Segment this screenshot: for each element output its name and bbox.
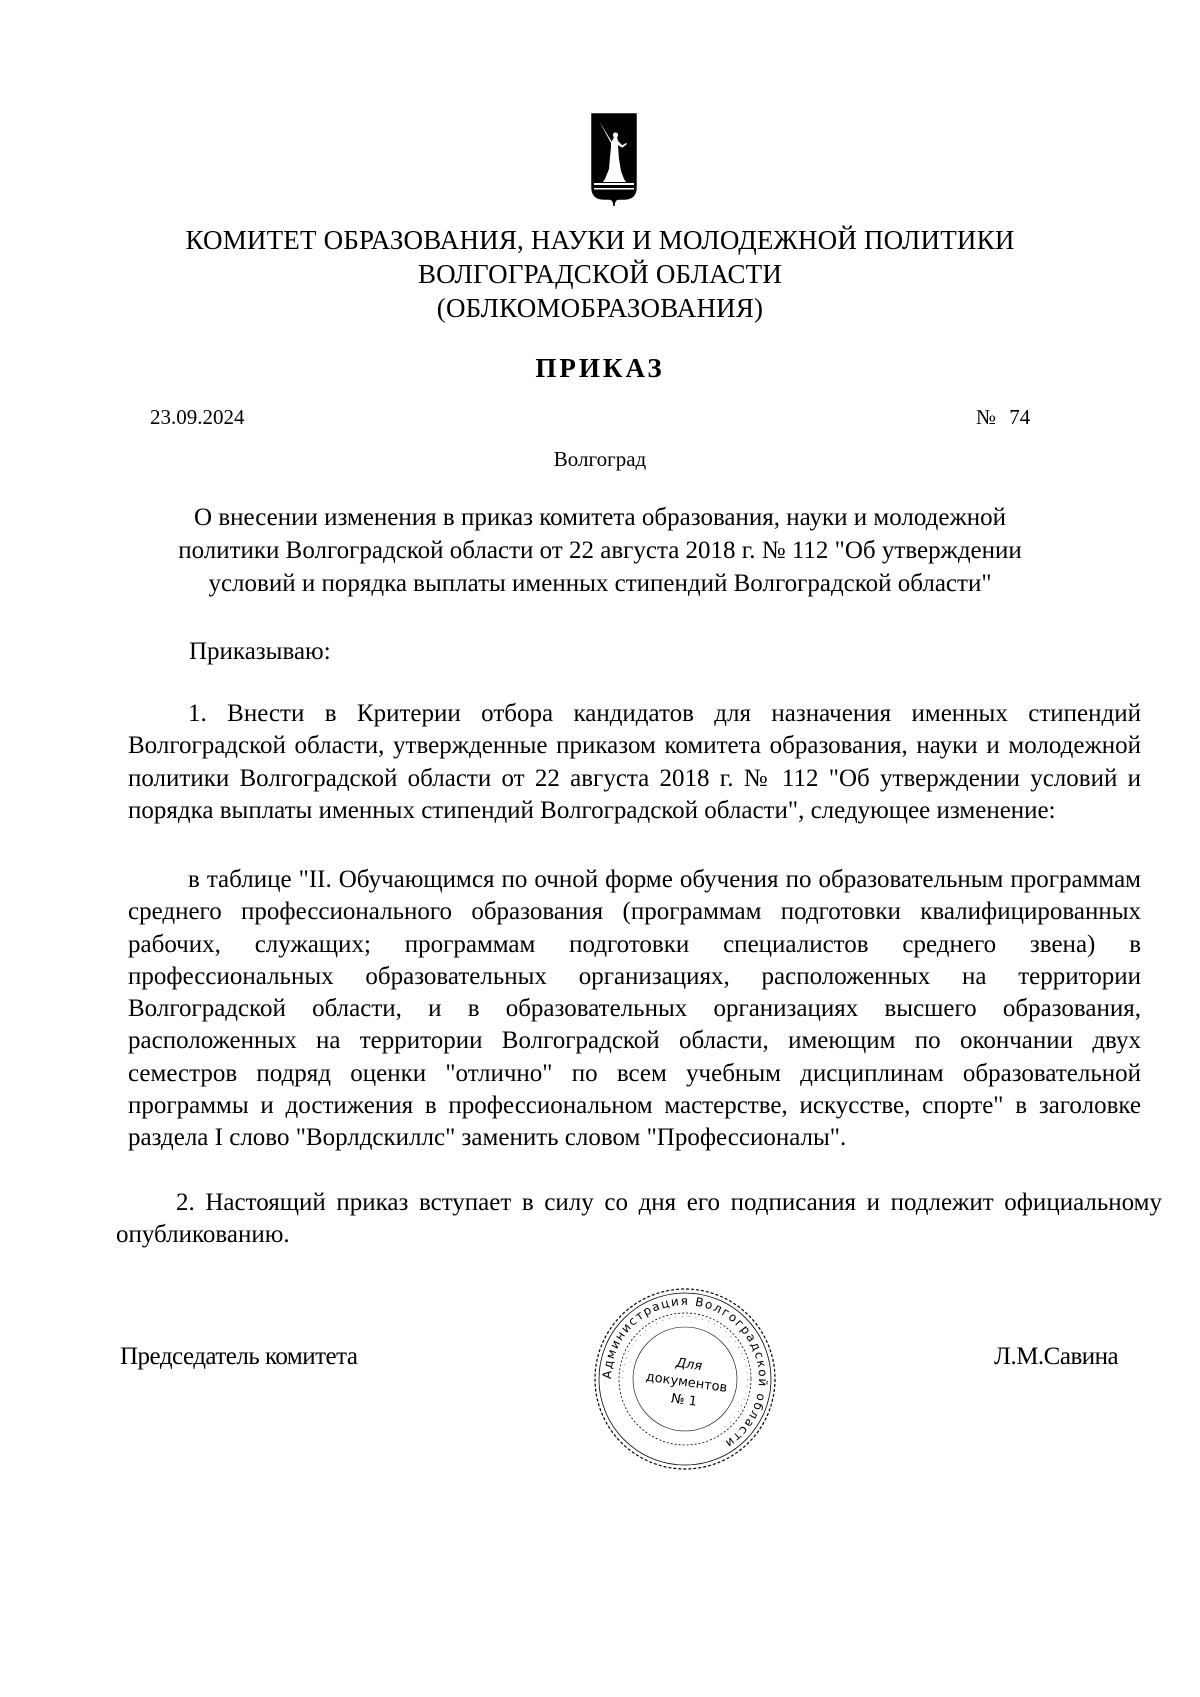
stamp-center-line-3: № 1 bbox=[670, 1391, 698, 1410]
signer-name: Л.М.Савина bbox=[994, 1343, 1119, 1370]
document-number: № 74 bbox=[976, 405, 1031, 429]
org-name-line-2: ВОЛГОГРАДСКОЙ ОБЛАСТИ bbox=[417, 259, 783, 289]
org-abbreviation: (ОБЛКОМОБРАЗОВАНИЯ) bbox=[436, 293, 764, 323]
stamp-center-line-1: Для bbox=[674, 1355, 704, 1375]
document-type: ПРИКАЗ bbox=[535, 353, 665, 383]
document-date: 23.09.2024 bbox=[150, 405, 245, 429]
document-title-line-2: политики Волгоградской области от 22 августа 2018 г. № 112 "Об утверждении bbox=[178, 537, 1022, 564]
paragraph-3 bbox=[116, 1187, 1162, 1252]
stamp-ring-text: Администрация Волгоградской области bbox=[599, 1293, 771, 1452]
stamp-center-line-2: документов bbox=[644, 1369, 729, 1396]
document-city: Волгоград bbox=[553, 447, 647, 471]
paragraph-1-text: 1. Внести в Критерии отбора кандидатов для назначения именных стипендий Волгоградской области, утвержденные приказом комитета образования, науки и молодежной политики Волгоградской области от 22 августа 2018 г. № 112 "Об утверждении условий и порядка выплаты именных стипендий Волгоградской области", следующее изменение: bbox=[128, 700, 1141, 824]
svg-text:· · · · · · · · · · · · · · ·: · · · · · · · · · · · · · · · · · · · · · · · · · · · · · · · · · · · · · · bbox=[618, 1312, 752, 1431]
signer-position: Председатель комитета bbox=[120, 1343, 358, 1370]
official-stamp-icon bbox=[592, 1286, 778, 1472]
paragraph-2 bbox=[128, 864, 1141, 1155]
order-word: Приказываю: bbox=[189, 638, 331, 665]
document-title-line-1: О внесении изменения в приказ комитета образования, науки и молодежной bbox=[194, 504, 1006, 531]
document-title-line-3: условий и порядка выплаты именных стипендий Волгоградской области" bbox=[208, 570, 992, 597]
coat-of-arms-icon bbox=[591, 113, 637, 208]
org-name-line-1: КОМИТЕТ ОБРАЗОВАНИЯ, НАУКИ И МОЛОДЕЖНОЙ ПОЛИТИКИ bbox=[185, 225, 1015, 255]
paragraph-3-text: 2. Настоящий приказ вступает в силу со дня его подписания и подлежит официальному опубликованию. bbox=[116, 1189, 1162, 1249]
paragraph-1 bbox=[128, 698, 1141, 827]
paragraph-2-text: в таблице "II. Обучающимся по очной форме обучения по образовательным программам среднего профессионального образования (программам подготовки квалифицированных рабочих, служащих; программам подготовки специалистов среднего звена) в профессиональных образовательных организациях, расположенных на территории Волгоградской области, и в образовательных организациях высшего образования, расположенных на территории Волгоградской области, имеющим по окончании двух семестров подряд оценки "отлично" по всем учебным дисциплинам образовательной программы и достижения в профессиональном мастерстве, искусстве, спорте" в заголовке раздела I слово "Ворлдскиллс" заменить словом "Профессионалы". bbox=[128, 866, 1141, 1152]
